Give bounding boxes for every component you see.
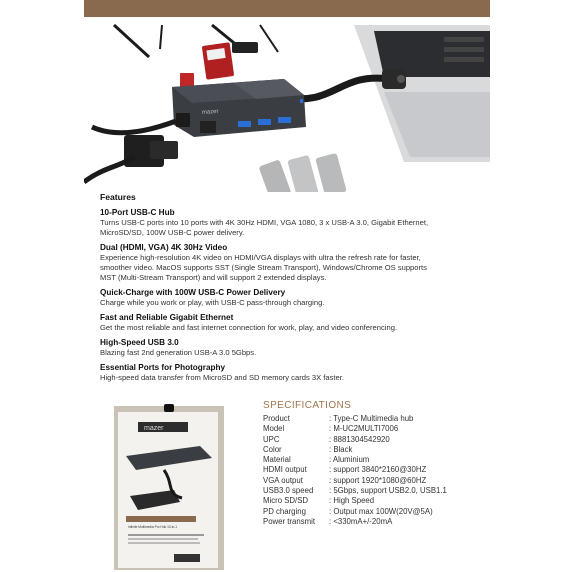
spec-label: VGA output: [263, 475, 303, 485]
feature-description: [100, 373, 480, 383]
feature-description: [100, 253, 480, 283]
spec-row: [263, 517, 478, 527]
product-box-image: [104, 404, 230, 572]
spec-row: [263, 414, 478, 424]
spec-row: [263, 455, 478, 465]
spec-value: : Type-C Multimedia hub: [329, 414, 414, 423]
feature-description-line: MicroSD/SD, 100W USB-C power delivery.: [100, 228, 245, 237]
feature-title: 10-Port USB-C Hub: [100, 208, 175, 217]
spec-label: PD charging: [263, 506, 306, 516]
spec-row: [263, 445, 478, 455]
spec-value: : 8881304542920: [329, 434, 390, 444]
feature-description-line: Charge while you work or play, with USB-C pass-through charging.: [100, 298, 325, 307]
spec-row: [263, 465, 478, 475]
feature-description-line: Experience high-resolution 4K video on HDMI/VGA displays with ultra the refresh rate for faster,: [100, 253, 421, 262]
feature-title: Dual (HDMI, VGA) 4K 30Hz Video: [100, 243, 228, 252]
feature-description: [100, 218, 480, 238]
spec-value: : 5Gbps, support USB2.0, USB1.1: [329, 486, 447, 496]
spec-value: : High Speed: [329, 496, 375, 506]
specifications-section: [263, 399, 478, 527]
spec-row: [263, 486, 478, 496]
box-product-line: Infinite Multimedia Pro Hub 10-in-1: [128, 525, 178, 529]
box-brand-logo: mazer: [144, 425, 164, 432]
laptop-image: [354, 25, 490, 162]
features-heading: Features: [100, 192, 136, 202]
spec-label: HDMI output: [263, 465, 307, 475]
spec-row: [263, 496, 478, 506]
hub-brand-logo: mazer: [201, 108, 219, 116]
feature-description: [100, 348, 480, 358]
spec-value: : <330mA+/-20mA: [329, 516, 393, 526]
spec-label: Product: [263, 414, 290, 423]
spec-label: Power transmit: [263, 516, 315, 526]
features-section: [100, 192, 480, 383]
spec-label: UPC: [263, 434, 280, 444]
feature-description-line: Turns USB-C ports into 10 ports with 4K 30Hz HDMI, VGA 1080, 3 x USB-A 3.0, Gigabit Ethernet,: [100, 218, 429, 227]
spec-row: [263, 507, 478, 517]
specifications-heading: SPECIFICATIONS: [263, 400, 352, 411]
feature-title: Fast and Reliable Gigabit Ethernet: [100, 313, 234, 322]
spec-value: : M-UC2MULTI7006: [329, 424, 399, 434]
spec-row: [263, 435, 478, 445]
spec-label: Model: [263, 424, 285, 434]
feature-description-line: High-speed data transfer from MicroSD and SD memory cards 3X faster.: [100, 373, 344, 382]
feature-description-line: smoother video. MacOS supports SST (Single Stream Transport), Windows/Chrome OS supports: [100, 263, 427, 272]
feature-title: High-Speed USB 3.0: [100, 338, 179, 347]
feature-description: [100, 323, 480, 333]
feature-description-line: Blazing fast 2nd generation USB-A 3.0 5Gbps.: [100, 348, 257, 357]
spec-value: : support 1920*1080@60HZ: [329, 475, 427, 485]
feature-title: Quick-Charge with 100W USB-C Power Delivery: [100, 288, 286, 297]
spec-value: : Output max 100W(20V@5A): [329, 506, 433, 516]
feature-description-line: MST (Multi-Stream Transport) and will support 2 extended displays.: [100, 273, 327, 282]
spec-label: USB3.0 speed: [263, 486, 314, 496]
spec-value: : support 3840*2160@30HZ: [329, 465, 427, 475]
feature-description: [100, 298, 480, 308]
spec-label: Material: [263, 455, 291, 465]
spec-value: : Black: [329, 444, 353, 454]
feature-description-line: Get the most reliable and fast internet connection for work, play, and video conferencing.: [100, 323, 398, 332]
spec-label: Micro SD/SD: [263, 496, 309, 506]
spec-label: Color: [263, 444, 282, 454]
spec-value: : Aluminium: [329, 455, 370, 465]
spec-row: [263, 424, 478, 434]
hub-product-photo: [84, 17, 490, 192]
spec-row: [263, 476, 478, 486]
feature-title: Essential Ports for Photography: [100, 363, 226, 372]
top-color-bar: [84, 0, 490, 17]
